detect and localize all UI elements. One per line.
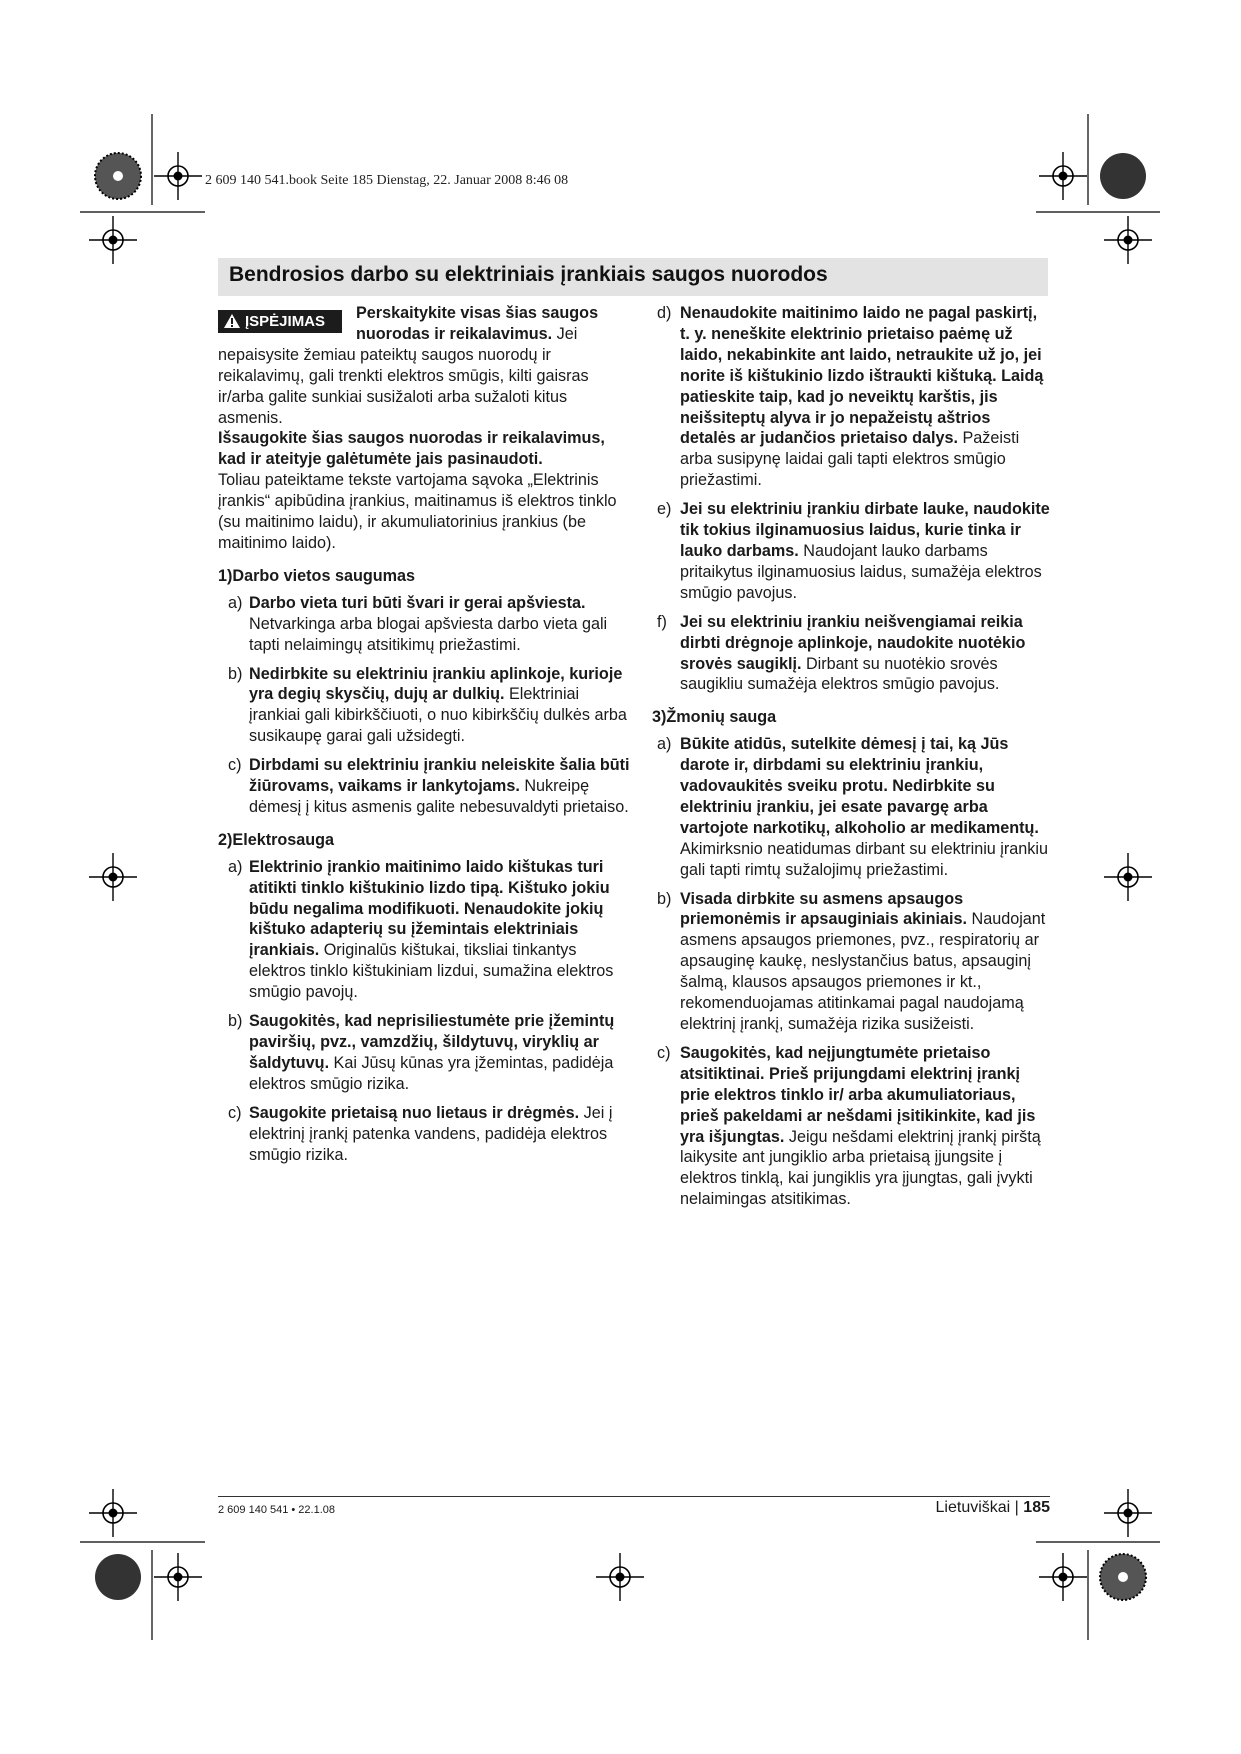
footer-doc-number: 2 609 140 541 • 22.1.08 — [218, 1504, 336, 1516]
warning-triangle-icon — [223, 313, 241, 329]
page-number: 185 — [1023, 1499, 1050, 1516]
section-heading-work-area: 1)Darbo vietos saugumas — [218, 566, 416, 585]
section-title-bar — [218, 258, 1048, 296]
list-item: a) Būkite atidūs, sutelkite dėmesį į tai, ką Jūs darote ir, dirbdami su elektriniu įrankiu, vadovaukitės sveiku protu. Nedirbkite su elektriniu įrankiu, jei esate pavargę arba vartojote narkotikų, alkoholio ar medikamentų. Akimirksnio neatidumas dirbant su elektriniu įrankiu gali tapti rimtų sužalojimų priežastimi. — [657, 735, 1048, 879]
list-item: b) Saugokitės, kad neprisiliestumėte prie įžemintų paviršių, pvz., vamzdžių, šildytuvų, viryklių ar šaldytuvų. Kai Jūsų kūnas yra įžemintas, padidėja elektros smūgio rizika. — [228, 1012, 615, 1093]
registration-rosette-icon — [1100, 1554, 1146, 1600]
section-heading-electrical: 2)Elektrosauga — [218, 830, 335, 849]
registration-rosette-icon — [95, 153, 141, 199]
list-item: a) Elektrinio įrankio maitinimo laido kištukas turi atitikti tinklo kištukinio lizdo tipą. Kištuko jokiu būdu negalima modifikuoti. Nenaudokite jokių kištuko adapterių su įžemintais elektriniais įrankiais. Originalūs kištukai, tiksliai tinkantys elektros tinklo kištukiniam lizdui, sumažina elektros smūgio pavojų. — [228, 857, 614, 1002]
intro-paragraph: ĮSPĖJIMAS Perskaitykite visas šias saugos nuorodas ir reikalavimus. Jei nepaisysite žemiau pateiktų saugos nuorodų ir reikalavimų, gali trenkti elektros smūgis, kilti gaisras ir/arba galite sunkiai susižaloti arba sužaloti kitus asmenis. — [218, 304, 599, 427]
list-item: b) Visada dirbkite su asmens apsaugos priemonėmis ir apsauginiais akiniais. Naudojant asmens apsaugos priemones, pvz., respiratorių ar apsauginę kaukę, neslystančius batus, apsauginį šalmą, klausos apsaugos priemones ir kt., rekomenduojamas atitinkamai pagal naudojamą elektrinį įrankį, sumažėja rizika susižeisti. — [657, 889, 1046, 1033]
book-info-line: 2 609 140 541.book Seite 185 Dienstag, 22. Januar 2008 8:46 08 — [205, 173, 569, 188]
list-item: e) Jei su elektriniu įrankiu dirbate lauke, naudokite tik tokius ilginamuosius laidus, kurie tinka ir lauko darbams. Naudojant lauko darbams pritaikytus ilginamuosius laidus, sumažėja elektros smūgio pavojus. — [657, 500, 1050, 602]
footer-divider — [218, 1496, 1050, 1497]
registration-dot-icon — [1100, 153, 1146, 199]
list-item: c) Saugokitės, kad neįjungtumėte prietaiso atsitiktinai. Prieš prijungdami elektrinį įrankį prie elektros tinklo ir/ arba akumuliatoriaus, prieš pakeldami ar nešdami įsitikinkite, kad jis yra išjungtas. Jeigu nešdami elektrinį įrankį pirštą laikysite ant jungiklio arba prietaisą įjungsite į elektros tinklą, kai jungiklis yra įjungtas, gali įvykti nelaimingas atsitikimas. — [657, 1043, 1041, 1209]
registration-dot-icon — [95, 1554, 141, 1600]
list-item: a) Darbo vieta turi būti švari ir gerai apšviesta. Netvarkinga arba blogai apšviesta darbo vieta gali tapti nelaimingų atsitikimų priežastimi. — [228, 593, 608, 654]
list-item: c) Saugokite prietaisą nuo lietaus ir drėgmės. Jei į elektrinį įrankį patenka vandens, padidėja elektros smūgio rizika. — [228, 1103, 613, 1164]
list-item: d) Nenaudokite maitinimo laido ne pagal paskirtį, t. y. neneškite elektrinio prietaiso paėmę už laido, nekabinkite ant laido, netraukite už jo, jei norite iš kištukinio lizdo ištraukti kištuką. Laidą patieskite taip, kad jo neveiktų karštis, jis neišsiteptų alyva ir jo nepažeistų aštrios detalės ar judančios prietaiso dalys. Pažeisti arba susipynę laidai gali tapti elektros smūgio priežastimi. — [657, 304, 1044, 490]
list-item: f) Jei su elektriniu įrankiu neišvengiamai reikia dirbti drėgnoje aplinkoje, naudokite nuotėkio srovės saugiklį. Dirbant su nuotėkio srovės saugikliu sumažėja elektros smūgio pavojus. — [657, 612, 1026, 694]
warning-badge: ĮSPĖJIMAS — [218, 310, 342, 333]
left-column — [218, 303, 630, 1173]
footer-language: Lietuviškai | — [935, 1499, 1019, 1516]
page-title: Bendrosios darbo su elektriniais įrankiais saugos nuorodos — [229, 263, 828, 286]
list-item: b) Nedirbkite su elektriniu įrankiu aplinkoje, kurioje yra degių skysčių, dujų ar dulkių. Elektriniai įrankiai gali kibirkščiuoti, o nuo kibirkščių dulkės arba susikaupę garai gali užsidegti. — [228, 664, 627, 746]
list-item: c) Dirbdami su elektriniu įrankiu neleiskite šalia būti žiūrovams, vaikams ir lankytojams. Nukreipę dėmesį į kitus asmenis galite nebesuvaldyti prietaiso. — [228, 756, 630, 816]
intro-definition: Toliau pateiktame tekste vartojama sąvoka „Elektrinis įrankis“ apibūdina įrankius, maitinamus iš elektros tinklo (su maitinimo laidu), ir akumuliatorinius įrankius (be maitinimo laido). — [218, 471, 617, 552]
section-heading-personal-safety: 3)Žmonių sauga — [652, 708, 777, 727]
right-column — [652, 303, 1050, 1218]
intro-save-note: Išsaugokite šias saugos nuorodas ir reikalavimus, kad ir ateityje galėtumėte jais pasinaudoti. — [218, 429, 605, 469]
footer-page-label — [936, 1499, 1050, 1517]
